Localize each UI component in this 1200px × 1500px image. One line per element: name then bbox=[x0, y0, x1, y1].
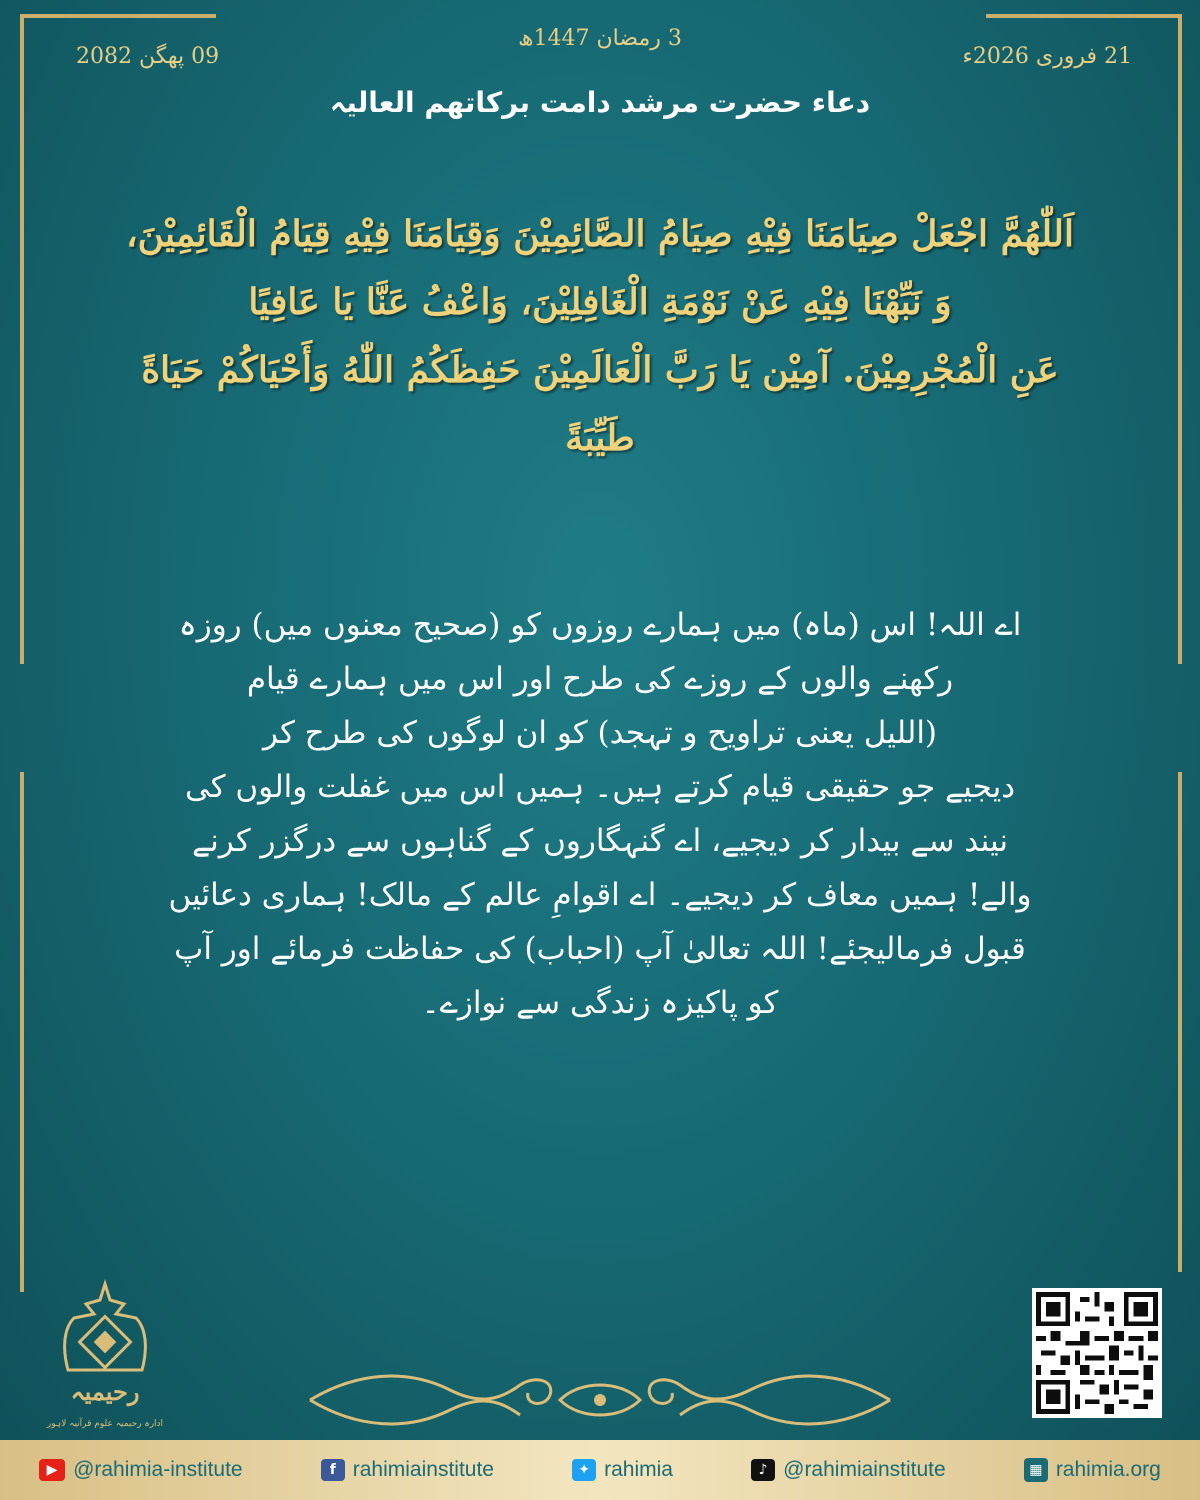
translation-line: دیجیے جو حقیقی قیام کرتے ہیں۔ ہمیں اس میں غفلت والوں کی bbox=[184, 769, 1016, 805]
rahimia-logo bbox=[40, 1278, 170, 1438]
twitter-handle: rahimia bbox=[604, 1458, 673, 1481]
frame-top-left bbox=[20, 14, 216, 18]
date-bikrami: 09 پھگن 2082 bbox=[76, 44, 220, 69]
date-hijri: 3 رمضان 1447ھ bbox=[518, 26, 682, 51]
translation-line: اے اللہ! اس (ماہ) میں ہمارے روزوں کو (صحیح معنوں میں) روزہ bbox=[178, 607, 1022, 643]
website-link[interactable] bbox=[1024, 1458, 1161, 1482]
facebook-link[interactable] bbox=[321, 1458, 494, 1482]
date-gregorian: 21 فروری 2026ء bbox=[962, 44, 1132, 69]
tiktok-icon: ♪ bbox=[751, 1459, 775, 1481]
dua-arabic-line: اَللّٰهُمَّ اجْعَلْ صِيَامَنَا فِيْهِ صِيَامُ الصَّائِمِيْنَ وَقِيَامَنَا فِيْهِ قِيَامُ الْقَائِمِيْنَ، bbox=[125, 213, 1075, 255]
translation-line: قبول فرمالیجئے! اللہ تعالیٰ آپ (احباب) کی حفاظت فرمائے اور آپ bbox=[174, 931, 1026, 967]
translation-line: والے! ہمیں معاف کر دیجیے۔ اے اقوامِ عالم کے مالک! ہماری دعائیں bbox=[168, 877, 1032, 913]
logo-name: رحیمیہ bbox=[70, 1377, 140, 1406]
facebook-handle: rahimiainstitute bbox=[352, 1458, 494, 1481]
dua-arabic-line: وَ نَبِّهْنَا فِيْهِ عَنْ نَوْمَةِ الْغَافِلِيْنَ، وَاعْفُ عَنَّا يَا عَافِيًا bbox=[248, 281, 952, 323]
frame-top-right bbox=[986, 14, 1182, 18]
logo-tagline: ادارہ رحیمیہ علوم قرآنیہ لاہور bbox=[46, 1419, 164, 1429]
twitter-icon: ✦ bbox=[572, 1459, 596, 1481]
translation-line: کو پاکیزہ زندگی سے نوازے۔ bbox=[421, 985, 779, 1021]
dua-translation-urdu bbox=[140, 598, 1060, 1030]
page-title: دعاء حضرت مرشد دامت برکاتھم العالیہ bbox=[329, 86, 871, 119]
qr-code[interactable] bbox=[1032, 1288, 1162, 1418]
translation-line: رکھنے والوں کے روزے کی طرح اور اس میں ہمارے قیام bbox=[246, 661, 954, 697]
tiktok-handle: @rahimiainstitute bbox=[783, 1458, 946, 1481]
qr-website-icon: ▦ bbox=[1024, 1458, 1048, 1482]
translation-line: (اللیل یعنی تراویح و تہجد) کو ان لوگوں کی طرح کر bbox=[262, 715, 938, 751]
website-url: rahimia.org bbox=[1055, 1458, 1161, 1481]
frame-left-lower bbox=[20, 772, 24, 1292]
youtube-link[interactable] bbox=[39, 1458, 243, 1482]
translation-line: نیند سے بیدار کر دیجیے، اے گنہگاروں کے گناہوں سے درگزر کرنے bbox=[192, 823, 1008, 859]
dua-arabic-line: طَيِّبَةً bbox=[565, 417, 635, 459]
dua-arabic bbox=[80, 200, 1120, 472]
twitter-link[interactable] bbox=[572, 1458, 673, 1482]
youtube-icon: ▶ bbox=[39, 1459, 65, 1481]
footer-social-bar bbox=[0, 1440, 1200, 1500]
dua-arabic-line: عَنِ الْمُجْرِمِيْنَ. آمِيْن يَا رَبَّ الْعَالَمِيْنَ حَفِظَكُمُ اللّٰهُ وَأَحْيَاكُمْ حَيَاةً bbox=[141, 349, 1059, 391]
youtube-handle: @rahimia-institute bbox=[73, 1458, 243, 1481]
tiktok-link[interactable] bbox=[751, 1458, 946, 1482]
decorative-ornament bbox=[300, 1360, 900, 1440]
frame-right-lower bbox=[1178, 772, 1182, 1272]
facebook-icon: f bbox=[321, 1459, 345, 1481]
